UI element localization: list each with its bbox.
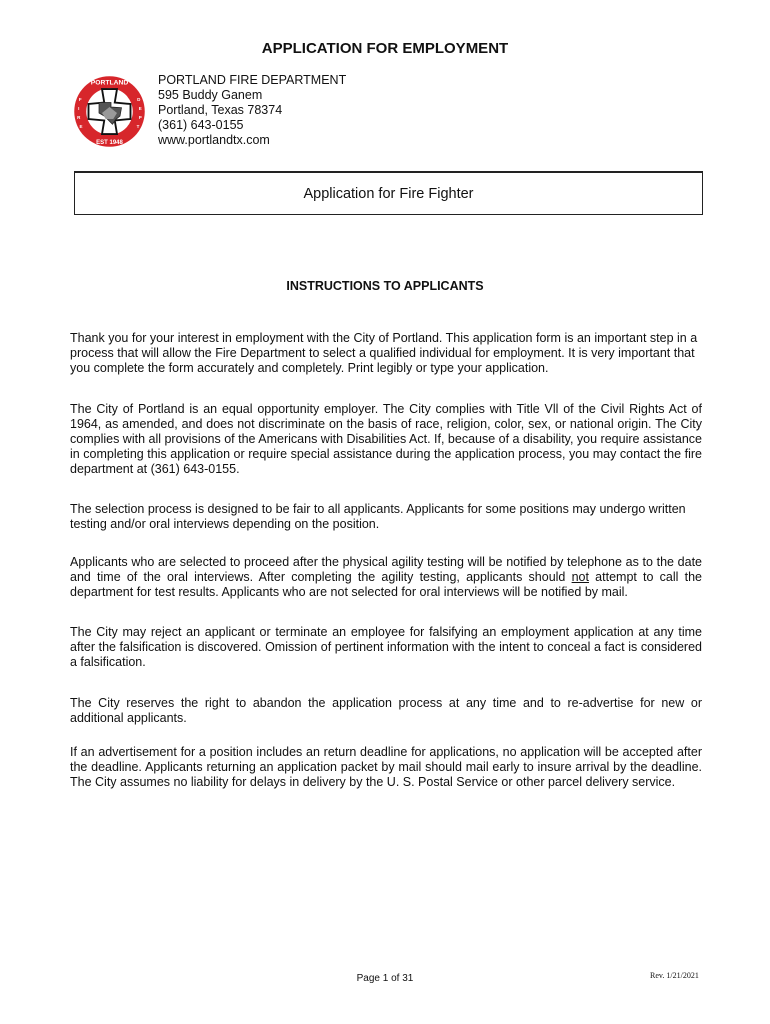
logo-ring-left-letter: E	[79, 124, 83, 129]
paragraph-text: attempt to call the department for test results. Applicants who are not selected for oral interviews will be notified by mail.	[70, 570, 702, 599]
logo-ring-top-text: PORTLAND	[90, 79, 129, 87]
department-name: PORTLAND FIRE DEPARTMENT	[158, 73, 347, 87]
logo-ring-bottom-text: EST 1948	[96, 139, 123, 146]
logo-ring-left-letter: R	[77, 115, 81, 120]
instructions-paragraph: If an advertisement for a position includes an return deadline for applications, no application will be accepted after the deadline. Applicants returning an application packet by mail should mail early to insure arrival by the deadline. The City assumes no liability for delays in delivery by the U. S. Postal Service or other parcel delivery service.	[70, 745, 702, 789]
form-title: Application for Fire Fighter	[303, 185, 474, 202]
revision-date: Rev. 1/21/2021	[650, 971, 699, 980]
logo-ring-left-letter: I	[78, 106, 80, 111]
emphasis-text: not	[571, 570, 589, 584]
logo-ring-right-letter: E	[138, 106, 142, 111]
page-number: Page 1 of 31	[356, 973, 414, 984]
instructions-paragraph: Thank you for your interest in employment with the City of Portland. This application form is an important step in a process that will allow the Fire Department to select a qualified individual for employment. It is very important that you complete the form accurately and completely. Print legibly or type your application.	[70, 331, 698, 375]
instructions-paragraph: The City may reject an applicant or terminate an employee for falsifying an employment application at any time after the falsification is discovered. Omission of pertinent information with the intent to conceal a fact is considered a falsification.	[70, 625, 702, 669]
department-city-state-zip: Portland, Texas 78374	[158, 103, 283, 117]
department-street: 595 Buddy Ganem	[158, 88, 263, 102]
form-title-box	[74, 171, 703, 215]
page-title: APPLICATION FOR EMPLOYMENT	[261, 40, 509, 57]
instructions-paragraph: The City of Portland is an equal opportunity employer. The City complies with Title Vll of the Civil Rights Act of 1964, as amended, and does not discriminate on the basis of race, religion, color, sex, or national origin. The City complies with all provisions of the Americans with Disabilities Act. If, because of a disability, you require assistance in completing this application or require special assistance during the application process, you may contact the fire department at (361) 643-0155.	[70, 402, 703, 476]
department-contact-block	[158, 73, 346, 148]
paragraph-text: Applicants who are selected to proceed after the physical agility testing will be notified by telephone as to the date and time of the oral interviews. After completing the agility testing, applicants should	[70, 555, 702, 584]
instructions-heading: INSTRUCTIONS TO APPLICANTS	[286, 279, 484, 293]
logo-ring-left-letter: F	[78, 97, 82, 102]
instructions-paragraph: The City reserves the right to abandon the application process at any time and to re-advertise for new or additional applicants.	[70, 696, 702, 725]
logo-ring-right-letter: D	[137, 97, 141, 102]
department-phone: (361) 643-0155	[158, 118, 244, 132]
instructions-paragraph	[70, 555, 702, 600]
department-website: www.portlandtx.com	[158, 133, 270, 147]
instructions-paragraph: The selection process is designed to be fair to all applicants. Applicants for some positions may undergo written testing and/or oral interviews depending on the position.	[70, 502, 686, 531]
logo-ring-right-letter: P	[138, 115, 142, 120]
logo-ring-right-letter: T	[136, 124, 140, 129]
fire-department-logo-icon	[72, 74, 147, 149]
